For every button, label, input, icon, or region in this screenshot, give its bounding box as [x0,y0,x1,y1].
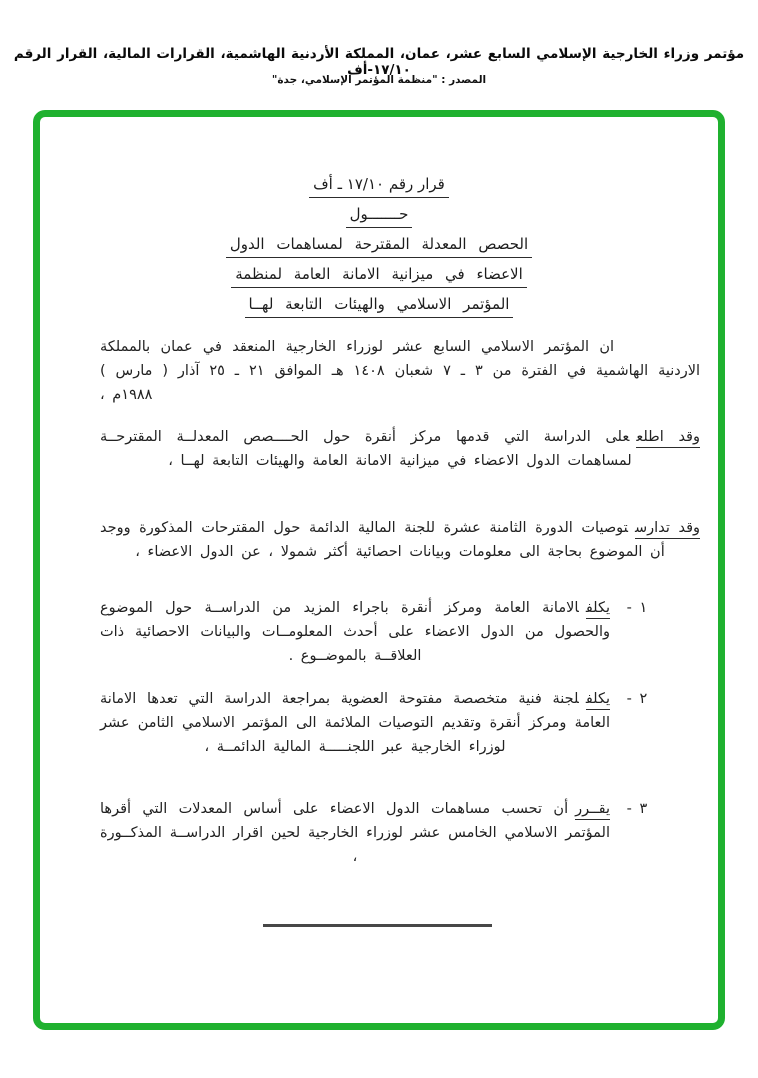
paragraph-lead: وقد اطلع [636,429,700,448]
paragraph-lead: وقد تدارس [635,520,700,539]
source-line: المصدر : "منظمة المؤتمر الإسلامي، جدة" [271,74,487,86]
resolution-title-block [0,174,758,324]
clause-text [100,797,610,869]
preamble-paragraph-1 [100,335,700,407]
clause-item-1 [100,596,700,668]
paragraph-body: ان المؤتمر الاسلامي السابع عشر لوزراء الخارجية المنعقد في عمان بالمملكة الاردنية الهاشمية في الفترة من ٣ ـ ٧ شعبان ١٤٠٨ هـ الموافق ٢١ ـ ٢٥ آذار ( مارس ) ١٩٨٨م ، [100,338,701,403]
title-line-hawla: حـــــــول [0,204,758,228]
citation-header: مؤتمر وزراء الخارجية الإسلامي السابع عشر، عمان، المملكة الأردنية الهاشمية، القرارات المالية، القرار الرقم ١٧/١٠-أف [13,46,745,78]
title-line-subject-1: الحصص المعدلة المقترحة لمساهمات الدول [0,234,758,258]
clause-body: الامانة العامة ومركز أنقرة باجراء المزيد من الدراســة حول الموضوع والحصول من الدول الاعضاء على أحدث المعلومــات والبيانات الاحصائية ذات العلاقــة بالموضــوع . [100,600,610,664]
clause-number: ١ - [626,600,648,616]
clause-body: أن تحسب مساهمات الدول الاعضاء على أساس المعدلات التي أقرها المؤتمر الاسلامي الخامس عشر لوزراء الخارجية لحين اقرار الدراســة المذكــورة ، [100,801,610,865]
clause-lead: يقــرر [575,801,610,820]
paragraph-body: على الدراسة التي قدمها مركز أنقرة حول الحــــصص المعدلــة المقترحــة لمساهمات الدول الاعضاء في ميزانية الامانة العامة والهيئات التابعة لهــا ، [100,428,632,469]
clause-lead: يكلف [586,691,610,710]
title-line-subject-3: المؤتمر الاسلامي والهيئات التابعة لهــا [0,294,758,318]
title-line-number: قرار رقم ١٧/١٠ ـ أف [0,174,758,198]
clause-text [100,687,610,759]
clause-body: لجنة فنية متخصصة مفتوحة العضوية بمراجعة الدراسة التي تعدها الامانة العامة ومركز أنقرة وتقديم التوصيات الملائمة الى المؤتمر الاسلامي الثامن عشر لوزراء الخارجية عبر اللجنـــــة المالية الدائمــة ، [100,691,610,755]
preamble-paragraph-2 [100,425,700,473]
clause-item-3 [100,797,700,869]
clause-lead: يكلف [586,600,610,619]
clause-number: ٢ - [626,691,648,707]
title-line-subject-2: الاعضاء في ميزانية الامانة العامة لمنظمة [0,264,758,288]
clause-text [100,596,610,668]
paragraph-body: توصيات الدورة الثامنة عشرة للجنة المالية الدائمة حول المقترحات المذكورة ووجد أن الموضوع بحاجة الى معلومات وبيانات احصائية أكثر شمولا ، عن الدول الاعضاء ، [100,519,665,560]
preamble-paragraph-3 [100,516,700,564]
clause-number: ٣ - [626,801,648,817]
clause-item-2 [100,687,700,759]
signature-rule-line [263,924,492,927]
